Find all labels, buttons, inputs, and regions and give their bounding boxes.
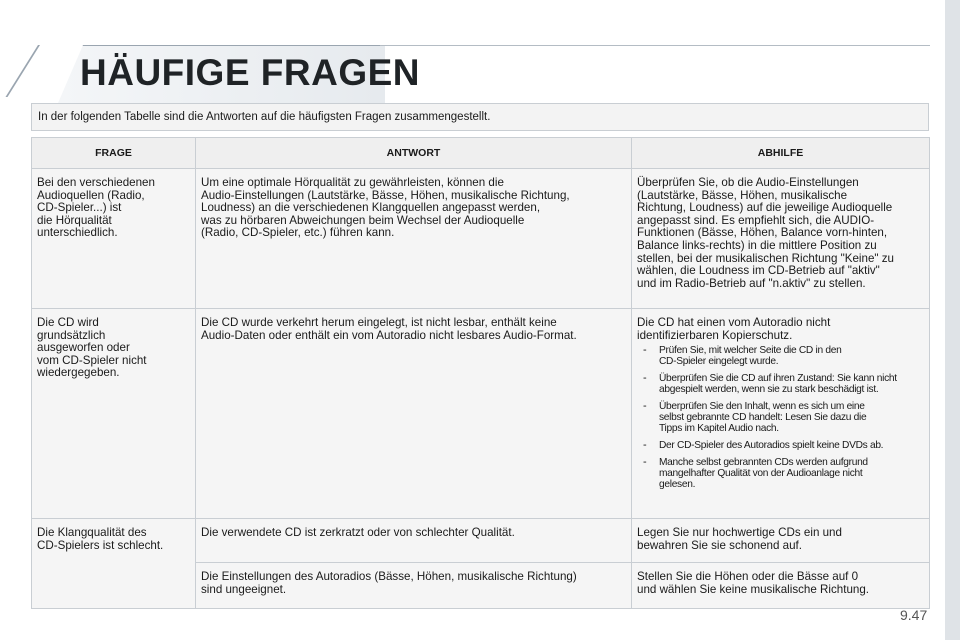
table-header-row [32, 138, 930, 169]
page-edge-rail [945, 0, 960, 640]
remedy-text: Legen Sie nur hochwertige CDs ein und bewahren Sie sie schonend auf. [637, 526, 842, 552]
column-header-question: FRAGE [32, 138, 196, 169]
answer-cell [196, 309, 632, 519]
faq-table [31, 137, 930, 609]
column-header-answer: ANTWORT [196, 138, 632, 169]
table-row [32, 519, 930, 563]
remedy-text: Überprüfen Sie, ob die Audio-Einstellungen (Lautstärke, Bässe, Höhen, musikalische Richtung, Loudness) auf die jeweilige Audioquelle angepasst sind. Es empfiehlt sich, die AUDIO- Funktionen (Bässe, Höhen, Balance vorn-hinten, Balance links-rechts) in die mittlere Position zu stellen, bei der musikalischen Richtung "Keine" zu wählen, die Loudness im CD-Betrieb auf "aktiv" und im Radio-Betrieb auf "n.aktiv" zu stellen. [637, 176, 894, 290]
remedy-cell [632, 309, 930, 519]
answer-text: Die Einstellungen des Autoradios (Bässe, Höhen, musikalische Richtung) sind ungeeignet. [201, 570, 577, 596]
list-item: - Überprüfen Sie den Inhalt, wenn es sich um eine selbst gebrannte CD handelt: Lesen Sie dazu die Tipps im Kapitel Audio nach. [637, 401, 925, 434]
question-text: Die CD wird grundsätzlich ausgeworfen oder vom CD-Spieler nicht wiedergegeben. [37, 316, 147, 380]
answer-text: Die CD wurde verkehrt herum eingelegt, ist nicht lesbar, enthält keine Audio-Daten oder enthält ein vom Autoradio nicht lesbares Audio-Format. [201, 316, 577, 342]
remedy-cell [632, 169, 930, 309]
answer-cell [196, 563, 632, 609]
table-row [32, 309, 930, 519]
answer-cell [196, 169, 632, 309]
list-item: - Überprüfen Sie die CD auf ihren Zustand: Sie kann nicht abgespielt werden, wenn sie zu stark beschädigt ist. [637, 373, 925, 395]
list-item: - Prüfen Sie, mit welcher Seite die CD in den CD-Spieler eingelegt wurde. [637, 345, 925, 367]
remedy-cell [632, 563, 930, 609]
page-number: 9.47 [900, 607, 928, 623]
table-row [32, 169, 930, 309]
question-cell [32, 169, 196, 309]
question-cell [32, 309, 196, 519]
answer-text: Um eine optimale Hörqualität zu gewährleisten, können die Audio-Einstellungen (Lautstärke, Bässe, Höhen, musikalische Richtung, Loudness) an die verschiedenen Klangquellen angepasst werden, was zu hörbaren Abweichungen beim Wechsel der Audioquelle (Radio, CD-Spieler, etc.) führen kann. [201, 176, 570, 240]
answer-cell [196, 519, 632, 563]
remedy-checklist [637, 345, 925, 490]
remedy-text: Stellen Sie die Höhen oder die Bässe auf 0 und wählen Sie keine musikalische Richtung. [637, 570, 870, 596]
remedy-text: Die CD hat einen vom Autoradio nicht identifizierbaren Kopierschutz. [637, 316, 831, 342]
question-text: Bei den verschiedenen Audioquellen (Radio, CD-Spieler...) ist die Hörqualität unterschiedlich. [37, 176, 155, 240]
column-header-remedy: ABHILFE [632, 138, 930, 169]
remedy-cell [632, 519, 930, 563]
list-item: - Der CD-Spieler des Autoradios spielt keine DVDs ab. [637, 440, 925, 451]
answer-text: Die verwendete CD ist zerkratzt oder von schlechter Qualität. [201, 526, 515, 539]
page-title: HÄUFIGE FRAGEN [80, 52, 420, 93]
header-rule [380, 45, 930, 46]
list-item: - Manche selbst gebrannten CDs werden aufgrund mangelhafter Qualität von der Audioanlage nicht gelesen. [637, 457, 925, 490]
header-corner-line [6, 45, 40, 97]
intro-text: In der folgenden Tabelle sind die Antworten auf die häufigsten Fragen zusammengestellt. [31, 103, 929, 131]
question-cell [32, 519, 196, 609]
question-text: Die Klangqualität des CD-Spielers ist schlecht. [37, 526, 164, 552]
